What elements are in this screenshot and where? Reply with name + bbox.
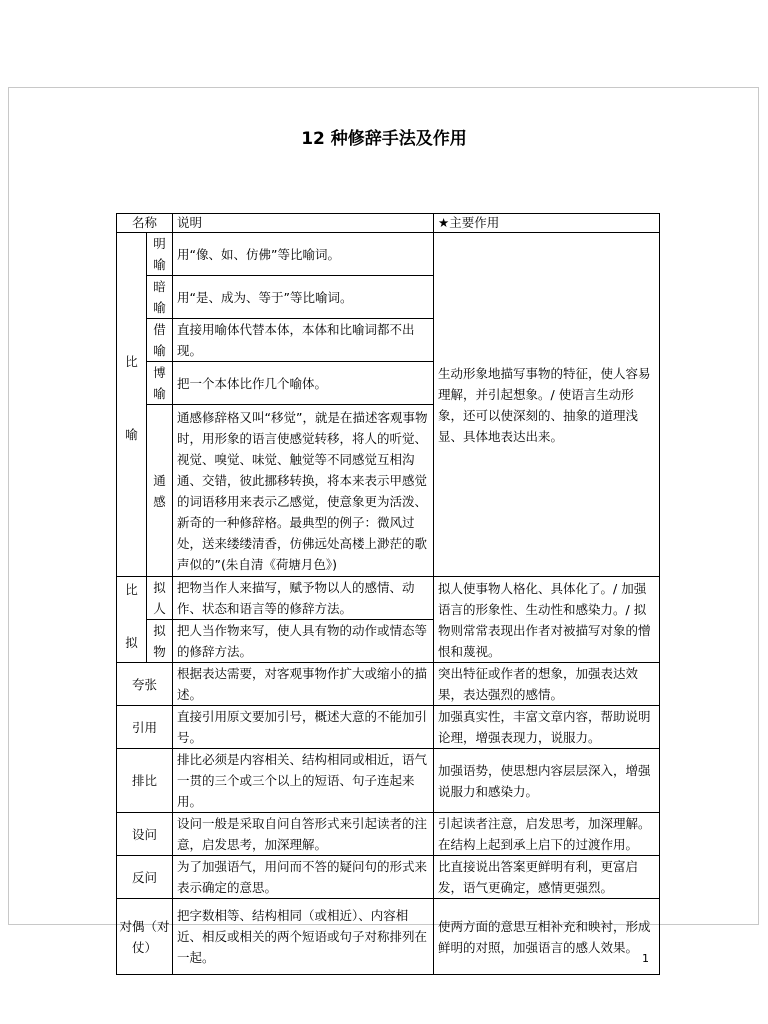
table-row (117, 577, 660, 620)
row-desc: 为了加强语气，用问而不答的疑问句的形式来表示确定的意思。 (173, 856, 434, 899)
row-name: 设问 (117, 813, 173, 856)
header-name: 名称 (117, 214, 173, 233)
subtype-desc: 用“像、如、仿佛”等比喻词。 (173, 233, 434, 276)
subtype-desc: 把人当作物来写，使人具有物的动作或情态等的修辞方法。 (173, 620, 434, 663)
subtype-name: 暗喻 (147, 276, 173, 319)
table-row (117, 813, 660, 856)
row-name: 引用 (117, 706, 173, 749)
subtype-name: 博喻 (147, 362, 173, 405)
subtype-name: 借喻 (147, 319, 173, 362)
row-desc: 把字数相等、结构相同（或相近）、内容相近、相反或相关的两个短语或句子对称排列在一起。 (173, 899, 434, 975)
table-row (117, 706, 660, 749)
niren-name-top: 比 (125, 582, 138, 597)
table-row (117, 663, 660, 706)
row-desc: 排比必须是内容相关、结构相同或相近，语气一贯的三个或三个以上的短语、句子连起来用。 (173, 749, 434, 813)
rhetoric-table (116, 213, 660, 975)
table-row (117, 856, 660, 899)
row-effect: 引起读者注意，启发思考，加深理解。在结构上起到承上启下的过渡作用。 (434, 813, 660, 856)
row-name: 夸张 (117, 663, 173, 706)
subtype-name: 拟物 (147, 620, 173, 663)
biyu-effect: 生动形象地描写事物的特征，使人容易理解，并引起想象。/ 使语言生动形象，还可以使深刻的、抽象的道理浅显、具体地表达出来。 (434, 233, 660, 577)
table-row (117, 233, 660, 276)
table-header-row (117, 214, 660, 233)
header-effect: ★主要作用 (434, 214, 660, 233)
subtype-desc: 通感修辞格又叫“移觉”，就是在描述客观事物时，用形象的语言使感觉转移，将人的听觉、视觉、嗅觉、味觉、触觉等不同感觉互相沟通、交错，彼此挪移转换，将本来表示甲感觉的词语移用来表示乙感觉，使意象更为活泼、新奇的一种修辞格。最典型的例子：微风过处，送来缕缕清香，仿佛远处高楼上渺茫的歌声似的”(朱自清《荷塘月色》) (173, 405, 434, 577)
row-desc: 直接引用原文要加引号，概述大意的不能加引号。 (173, 706, 434, 749)
row-name: 对偶（对仗） (117, 899, 173, 975)
table-row (117, 749, 660, 813)
biyu-name-cell (117, 233, 147, 577)
subtype-desc: 把物当作人来描写，赋予物以人的感情、动作、状态和语言等的修辞方法。 (173, 577, 434, 620)
document-title: 12 种修辞手法及作用 (301, 129, 467, 149)
header-desc: 说明 (173, 214, 434, 233)
subtype-name: 拟人 (147, 577, 173, 620)
biyu-name-top: 比 (125, 354, 138, 369)
row-name: 排比 (117, 749, 173, 813)
subtype-desc: 把一个本体比作几个喻体。 (173, 362, 434, 405)
subtype-desc: 直接用喻体代替本体，本体和比喻词都不出现。 (173, 319, 434, 362)
subtype-desc: 用“是、成为、等于”等比喻词。 (173, 276, 434, 319)
page-number: 1 (642, 952, 649, 965)
row-desc: 设问一般是采取自问自答形式来引起读者的注意，启发思考，加深理解。 (173, 813, 434, 856)
biyu-name-bottom: 喻 (125, 427, 138, 442)
row-effect: 比直接说出答案更鲜明有利，更富启发，语气更确定，感情更强烈。 (434, 856, 660, 899)
niren-name-cell (117, 577, 147, 663)
subtype-name: 明喻 (147, 233, 173, 276)
row-name: 反问 (117, 856, 173, 899)
niren-name-bottom: 拟 (125, 635, 138, 650)
row-effect: 加强真实性，丰富文章内容，帮助说明论理，增强表现力，说服力。 (434, 706, 660, 749)
table-row (117, 899, 660, 975)
niren-effect: 拟人使事物人格化、具体化了。/ 加强语言的形象性、生动性和感染力。/ 拟物则常常表现出作者对被描写对象的憎恨和蔑视。 (434, 577, 660, 663)
subtype-name: 通感 (147, 405, 173, 577)
row-desc: 根据表达需要，对客观事物作扩大或缩小的描述。 (173, 663, 434, 706)
row-effect: 突出特征或作者的想象，加强表达效果，表达强烈的感情。 (434, 663, 660, 706)
row-effect: 加强语势，使思想内容层层深入，增强说服力和感染力。 (434, 749, 660, 813)
row-effect: 使两方面的意思互相补充和映衬，形成鲜明的对照，加强语言的感人效果。 (434, 899, 660, 975)
